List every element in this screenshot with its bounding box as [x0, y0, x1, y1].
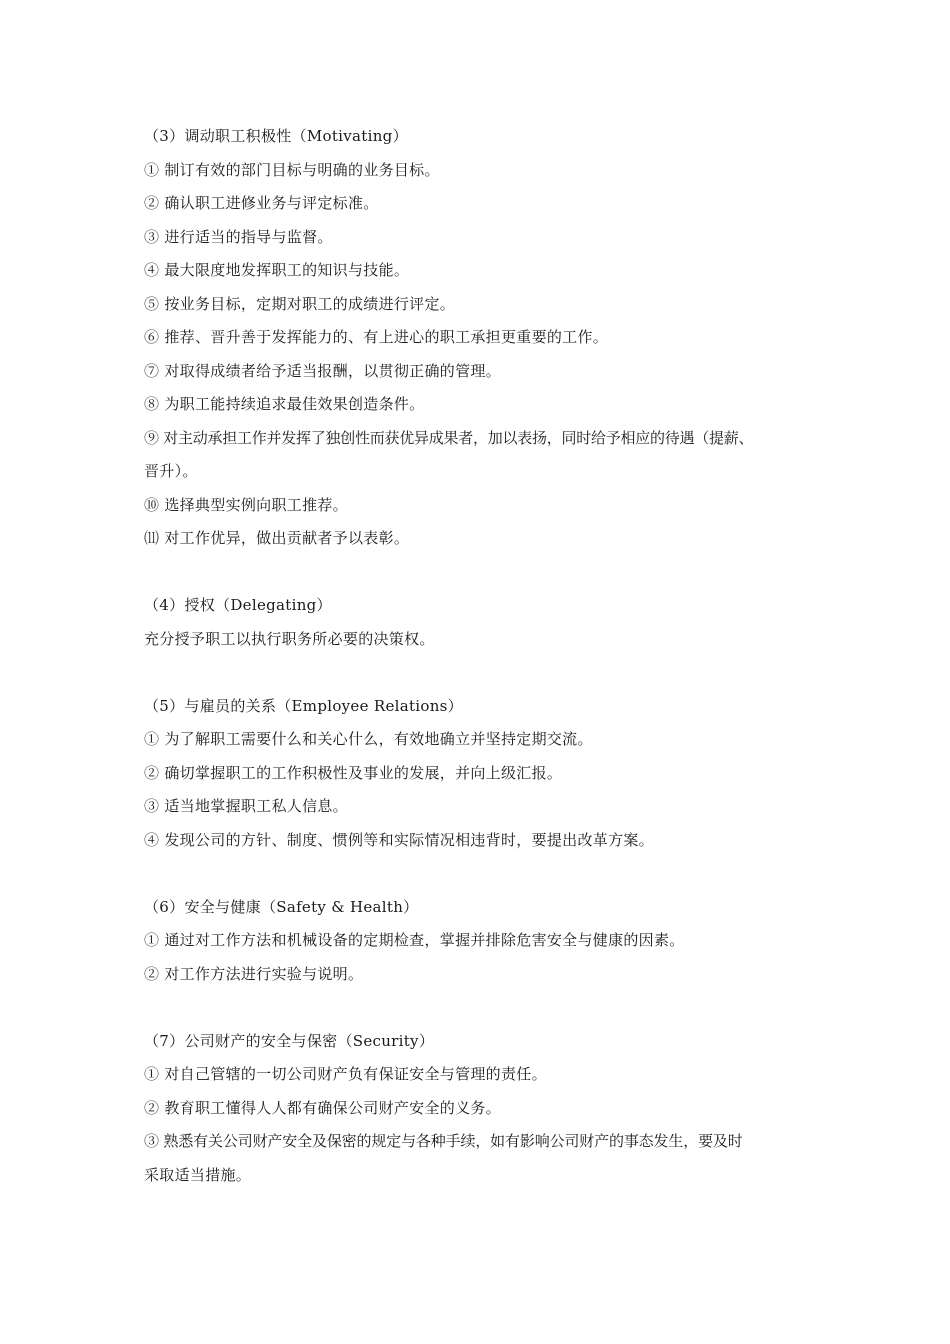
- list-item: ⑤ 按业务目标，定期对职工的成绩进行评定。: [144, 294, 456, 313]
- list-item: ② 确切掌握职工的工作积极性及事业的发展，并向上级汇报。: [144, 763, 563, 782]
- section-safety-health: [144, 891, 824, 992]
- list-item: ⑥ 推荐、晋升善于发挥能力的、有上进心的职工承担更重要的工作。: [144, 328, 609, 346]
- paragraph: 充分授予职工以执行职务所必要的决策权。: [144, 629, 435, 648]
- section-security: [144, 1025, 824, 1193]
- list-item: ② 对工作方法进行实验与说明。: [144, 964, 364, 983]
- section-gap: [144, 991, 824, 1025]
- section-heading: （6）安全与健康（Safety & Health）: [144, 897, 419, 916]
- list-item: ② 确认职工进修业务与评定标准。: [144, 194, 379, 212]
- list-item: ④ 最大限度地发挥职工的知识与技能。: [144, 261, 410, 279]
- document-page: [144, 120, 824, 1192]
- section-heading: （7）公司财产的安全与保密（Security）: [144, 1031, 435, 1050]
- section-heading: （5）与雇员的关系（Employee Relations）: [144, 696, 463, 715]
- list-item: ① 制订有效的部门目标与明确的业务目标。: [144, 160, 440, 179]
- list-item: ⑨ 对主动承担工作并发挥了独创性而获优异成果者，加以表扬，同时给予相应的待遇（提薪、: [144, 428, 754, 447]
- section-gap: [144, 656, 824, 690]
- list-item: ① 通过对工作方法和机械设备的定期检查，掌握并排除危害安全与健康的因素。: [144, 931, 685, 949]
- list-item: ⑧ 为职工能持续追求最佳效果创造条件。: [144, 395, 425, 413]
- list-item: ④ 发现公司的方针、制度、惯例等和实际情况相违背时，要提出改革方案。: [144, 830, 654, 849]
- list-item: ① 为了解职工需要什么和关心什么，有效地确立并坚持定期交流。: [144, 730, 593, 748]
- section-delegating: [144, 589, 824, 656]
- list-item: ② 教育职工懂得人人都有确保公司财产安全的义务。: [144, 1098, 501, 1117]
- section-motivating: [144, 120, 824, 556]
- list-item-continuation: 采取适当措施。: [144, 1165, 252, 1184]
- section-heading: （3）调动职工积极性（Motivating）: [144, 127, 408, 145]
- section-employee-relations: [144, 690, 824, 858]
- list-item: ① 对自己管辖的一切公司财产负有保证安全与管理的责任。: [144, 1065, 547, 1083]
- section-gap: [144, 556, 824, 590]
- section-gap: [144, 857, 824, 891]
- list-item: ③ 进行适当的指导与监督。: [144, 227, 333, 246]
- list-item: ⑦ 对取得成绩者给予适当报酬，以贯彻正确的管理。: [144, 361, 501, 380]
- list-item: ③ 熟悉有关公司财产安全及保密的规定与各种手续，如有影响公司财产的事态发生，要及时: [144, 1132, 743, 1150]
- list-item: ③ 适当地掌握职工私人信息。: [144, 797, 348, 815]
- list-item: ⑩ 选择典型实例向职工推荐。: [144, 495, 348, 514]
- list-item-continuation: 晋升）。: [144, 462, 198, 480]
- section-heading: （4）授权（Delegating）: [144, 596, 332, 614]
- list-item: ⑾ 对工作优异，做出贡献者予以表彰。: [144, 529, 410, 547]
